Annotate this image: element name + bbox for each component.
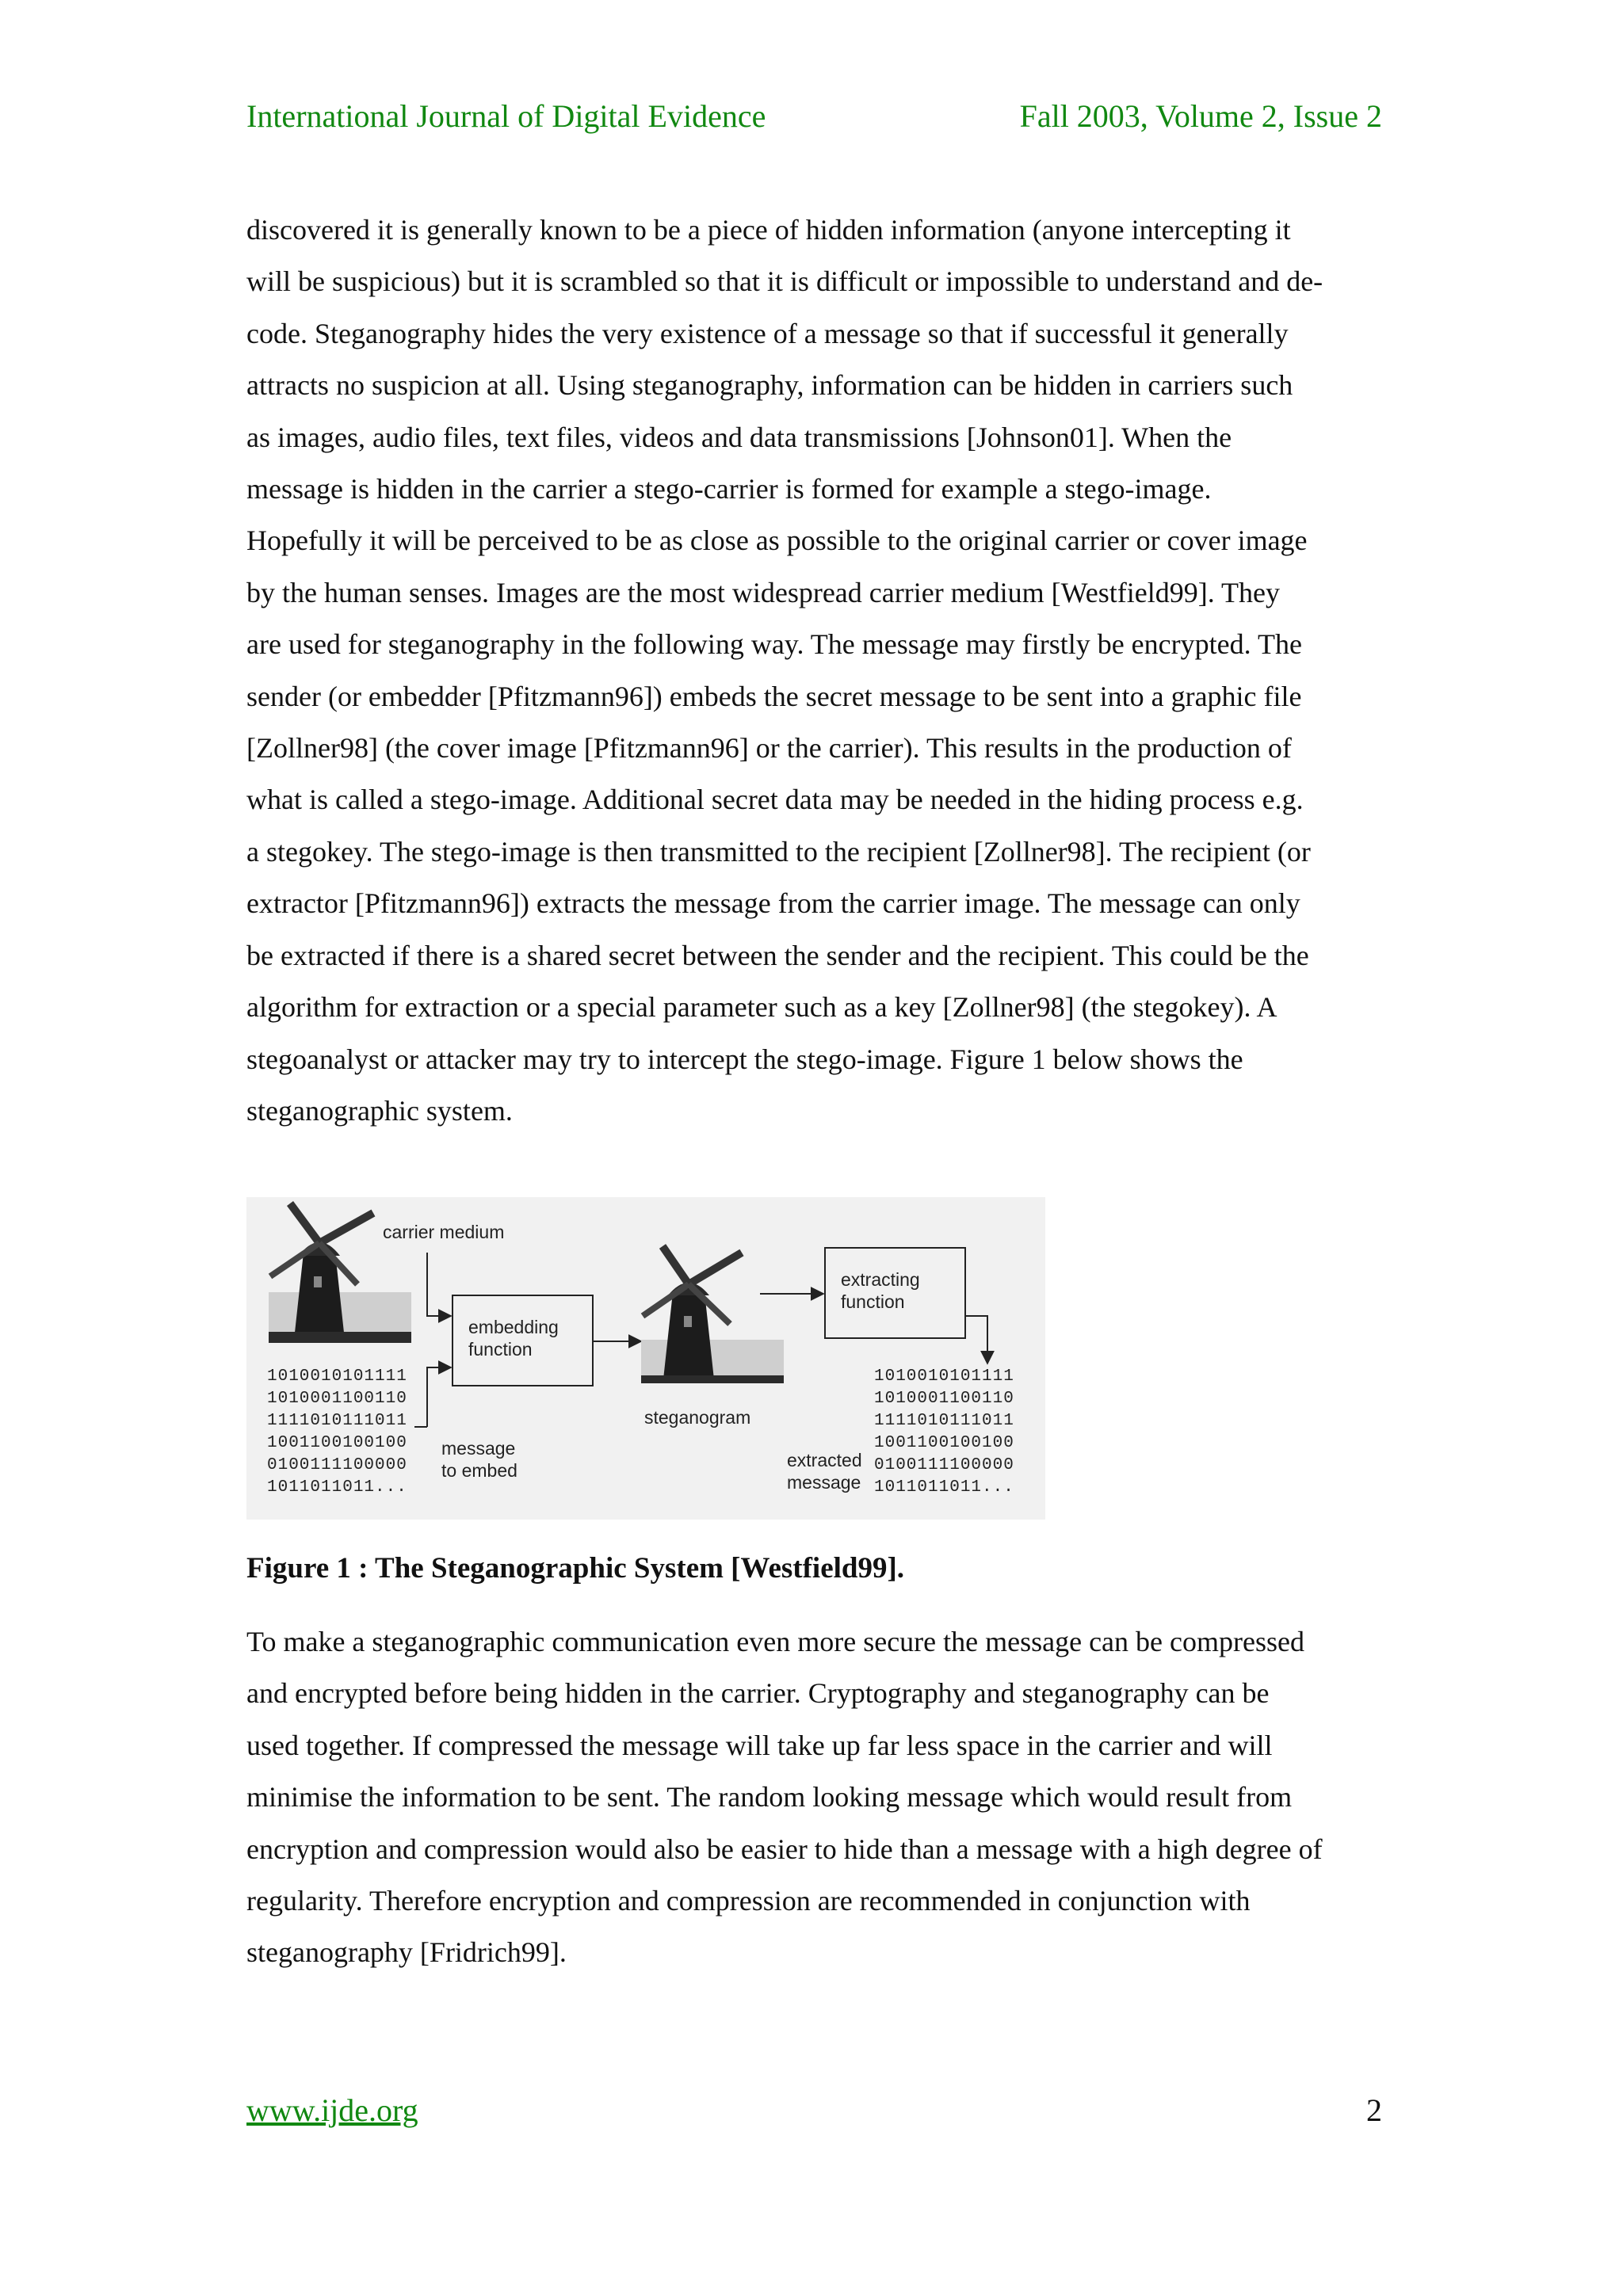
text-line: minimise the information to be sent. The random looking message which would result from — [246, 1781, 1293, 1814]
text-line: [Zollner98] (the cover image [Pfitzmann96] or the carrier). This results in the production of — [246, 732, 1292, 765]
text-line: what is called a stego-image. Additional secret data may be needed in the hiding process e.g. — [246, 784, 1304, 816]
text-line: steganographic system. — [246, 1094, 513, 1127]
text-line: stegoanalyst or attacker may try to intercept the stego-image. Figure 1 below shows the — [246, 1043, 1243, 1075]
text-line: Hopefully it will be perceived to be as close as possible to the original carrier or cover image — [246, 524, 1308, 557]
extracted-label-line1: extracted — [787, 1450, 862, 1470]
bits-to-embed — [267, 1367, 407, 1497]
text-line: extractor [Pfitzmann96]) extracts the message from the carrier image. The message can only — [246, 887, 1300, 920]
bit-row: 0100111100000 — [267, 1456, 407, 1474]
steganographic-system-figure — [246, 1197, 1045, 1520]
text-line: code. Steganography hides the very existence of a message so that if successful it generally — [246, 317, 1289, 349]
bit-row: 1111010111011 — [267, 1412, 407, 1430]
text-line: steganography [Fridrich99]. — [246, 1936, 567, 1969]
text-line: regularity. Therefore encryption and compression are recommended in conjunction with — [246, 1885, 1251, 1917]
message-label-line2: to embed — [441, 1460, 517, 1481]
bit-row: 1011011011... — [267, 1478, 407, 1497]
text-line: as images, audio files, text files, videos and data transmissions [Johnson01]. When the — [246, 421, 1232, 453]
text-line: will be suspicious) but it is scrambled so that it is difficult or impossible to understand and de- — [246, 265, 1323, 298]
steganogram-windmill-image — [641, 1246, 784, 1383]
text-line: discovered it is generally known to be a piece of hidden information (anyone intercepting it — [246, 214, 1291, 246]
journal-title: International Journal of Digital Evidence — [246, 98, 766, 134]
function-label: function — [468, 1339, 533, 1360]
text-line: To make a steganographic communication even more secure the message can be compressed — [246, 1626, 1304, 1657]
text-line: message is hidden in the carrier a stego-carrier is formed for example a stego-image. — [246, 473, 1212, 505]
figure-caption: Figure 1 : The Steganographic System [Westfield99]. — [246, 1552, 905, 1585]
text-line: a stegokey. The stego-image is then transmitted to the recipient [Zollner98]. The recipient (or — [246, 835, 1311, 868]
text-line: sender (or embedder [Pfitzmann96]) embeds the secret message to be sent into a graphic file — [246, 680, 1302, 712]
embedding-label: embedding — [468, 1317, 559, 1337]
bit-row: 1001100100100 — [267, 1434, 407, 1452]
steganogram-label: steganogram — [644, 1407, 751, 1428]
extracted-label-line2: message — [787, 1472, 861, 1493]
body-paragraph-1 — [246, 204, 1388, 1137]
issue-info: Fall 2003, Volume 2, Issue 2 — [1019, 98, 1382, 134]
body-paragraph-2 — [246, 1616, 1388, 1979]
message-label-line1: message — [441, 1438, 516, 1459]
text-line: be extracted if there is a shared secret between the sender and the recipient. This could be the — [246, 939, 1309, 971]
bit-row: 1010010101111 — [874, 1367, 1014, 1386]
bit-row: 1010001100110 — [267, 1390, 407, 1408]
text-line: and encrypted before being hidden in the carrier. Cryptography and steganography can be — [246, 1677, 1270, 1710]
carrier-medium-label: carrier medium — [383, 1222, 505, 1242]
bit-row: 1001100100100 — [874, 1434, 1014, 1452]
bit-row: 0100111100000 — [874, 1456, 1014, 1474]
function-label: function — [841, 1291, 905, 1312]
bit-row: 1111010111011 — [874, 1412, 1014, 1430]
text-line: encryption and compression would also be easier to hide than a message with a high degree of — [246, 1833, 1323, 1865]
extracted-bits — [874, 1367, 1014, 1497]
text-line: used together. If compressed the message will take up far less space in the carrier and will — [246, 1729, 1273, 1761]
bit-row: 1011011011... — [874, 1478, 1014, 1497]
text-line: attracts no suspicion at all. Using steganography, information can be hidden in carriers such — [246, 369, 1293, 402]
bit-row: 1010001100110 — [874, 1390, 1014, 1408]
journal-website-link[interactable]: www.ijde.org — [246, 2092, 418, 2128]
page-number: 2 — [1366, 2092, 1382, 2128]
bit-row: 1010010101111 — [267, 1367, 407, 1386]
extracting-label: extracting — [841, 1269, 920, 1290]
text-line: algorithm for extraction or a special parameter such as a key [Zollner98] (the stegokey). A — [246, 991, 1277, 1024]
text-line: by the human senses. Images are the most widespread carrier medium [Westfield99]. They — [246, 576, 1281, 608]
text-line: are used for steganography in the following way. The message may firstly be encrypted. The — [246, 628, 1302, 661]
